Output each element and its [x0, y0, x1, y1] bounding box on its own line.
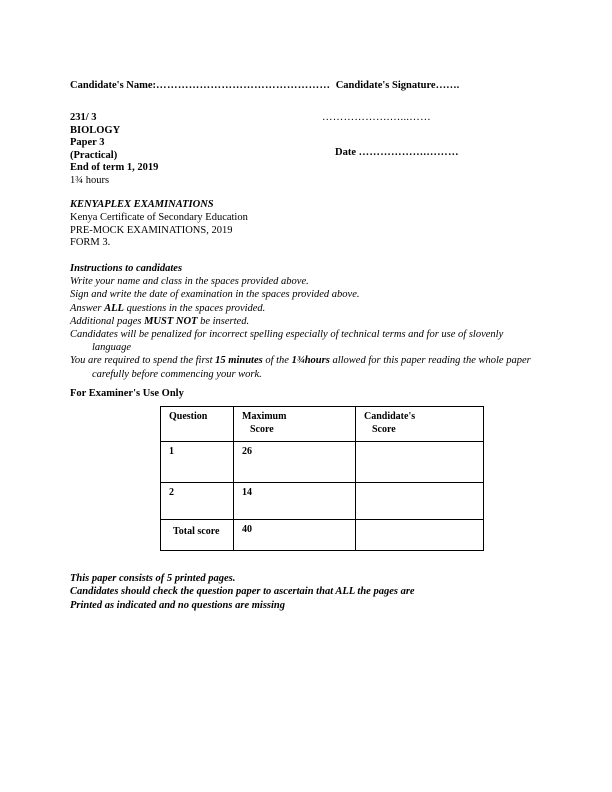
paper-subject: BIOLOGY — [70, 124, 121, 136]
exam-title-block — [70, 199, 248, 250]
instruction-item-5 — [70, 328, 540, 354]
paper-type: (Practical) — [70, 149, 118, 161]
paper-term: End of term 1, 2019 — [70, 162, 159, 174]
instructions-title: Instructions to candidates — [70, 263, 183, 274]
instruction-item-4-emphasis: MUST NOT — [144, 315, 198, 327]
row-candidate-score[interactable] — [356, 483, 484, 520]
exam-certificate: Kenya Certificate of Secondary Education — [70, 211, 248, 223]
table-header-row — [161, 407, 484, 442]
instruction-item-5-line2: language — [92, 342, 132, 354]
footer-line-2: Candidates should check the question paper to ascertain that ALL the pages are — [70, 586, 415, 598]
total-candidate-score[interactable] — [356, 520, 484, 551]
instruction-item-4-post: be inserted. — [197, 315, 250, 327]
table-header-question: Question — [161, 407, 234, 442]
instruction-item-5-line1: Candidates will be penalized for incorrect spelling especially of technical terms and for use of slovenly — [70, 329, 504, 341]
instruction-item-3-emphasis: ALL — [104, 302, 124, 314]
instruction-item-2: Sign and write the date of examination in the spaces provided above. — [70, 289, 360, 301]
instructions-block — [70, 262, 540, 381]
instruction-item-6-emphasis-2: 1¾hours — [291, 355, 330, 367]
instruction-item-4 — [70, 315, 540, 328]
candidate-name-label: Candidate's Name: — [70, 80, 157, 91]
exam-form: FORM 3. — [70, 237, 111, 249]
table-header-maximum-sub: Score — [250, 423, 274, 435]
row-question-number: 2 — [161, 483, 234, 520]
table-header-candidate-sub: Score — [372, 423, 396, 435]
examiner-use-label: For Examiner's Use Only — [70, 388, 184, 399]
total-maximum-score: 40 — [234, 520, 356, 551]
candidate-header-line — [70, 80, 550, 91]
footer-line-1: This paper consists of 5 printed pages. — [70, 573, 236, 584]
signature-dotted-field[interactable]: ……………….…...…… — [322, 112, 431, 123]
instruction-item-3 — [70, 302, 540, 315]
paper-code: 231/ 3 — [70, 112, 97, 123]
footer-note — [70, 572, 500, 612]
table-header-maximum-score — [234, 407, 356, 442]
footer-line-3: Printed as indicated and no questions are missing — [70, 599, 285, 611]
instruction-item-4-pre: Additional pages — [70, 315, 145, 327]
row-question-number: 1 — [161, 442, 234, 483]
exam-body-name: KENYAPLEX EXAMINATIONS — [70, 199, 214, 210]
table-row — [161, 483, 484, 520]
paper-number: Paper 3 — [70, 137, 105, 149]
paper-duration: 1¾ hours — [70, 174, 110, 186]
candidate-name-dotted-field[interactable]: ………………………………………… — [156, 80, 331, 91]
instruction-item-3-pre: Answer — [70, 302, 105, 314]
instruction-item-6-post: allowed for this paper reading the whole — [329, 355, 504, 367]
date-dotted-field[interactable]: ……………….……… — [358, 147, 459, 158]
instruction-item-6-line2: paper carefully before commencing your work. — [92, 355, 531, 380]
paper-meta-block — [70, 112, 158, 188]
row-candidate-score[interactable] — [356, 442, 484, 483]
instruction-item-3-post: questions in the spaces provided. — [123, 302, 266, 314]
date-field-row — [335, 147, 459, 158]
table-header-candidate: Candidate's — [364, 411, 416, 422]
row-maximum-score: 14 — [234, 483, 356, 520]
instruction-item-6 — [70, 354, 540, 380]
instruction-item-6-emphasis-1: 15 minutes — [215, 355, 263, 367]
table-total-row — [161, 520, 484, 551]
table-header-candidate-score — [356, 407, 484, 442]
candidate-signature-label[interactable]: Candidate's Signature……. — [335, 80, 460, 91]
instruction-item-1: Write your name and class in the spaces provided above. — [70, 276, 309, 288]
examiner-marks-table — [160, 406, 484, 551]
table-header-maximum: Maximum — [242, 411, 287, 422]
total-score-label: Total score — [161, 520, 234, 551]
instruction-item-6-mid: of the — [262, 355, 292, 367]
instruction-item-6-pre: You are required to spend the first — [70, 355, 216, 367]
row-maximum-score: 26 — [234, 442, 356, 483]
table-row — [161, 442, 484, 483]
exam-series: PRE-MOCK EXAMINATIONS, 2019 — [70, 224, 233, 236]
date-label: Date — [335, 147, 356, 158]
